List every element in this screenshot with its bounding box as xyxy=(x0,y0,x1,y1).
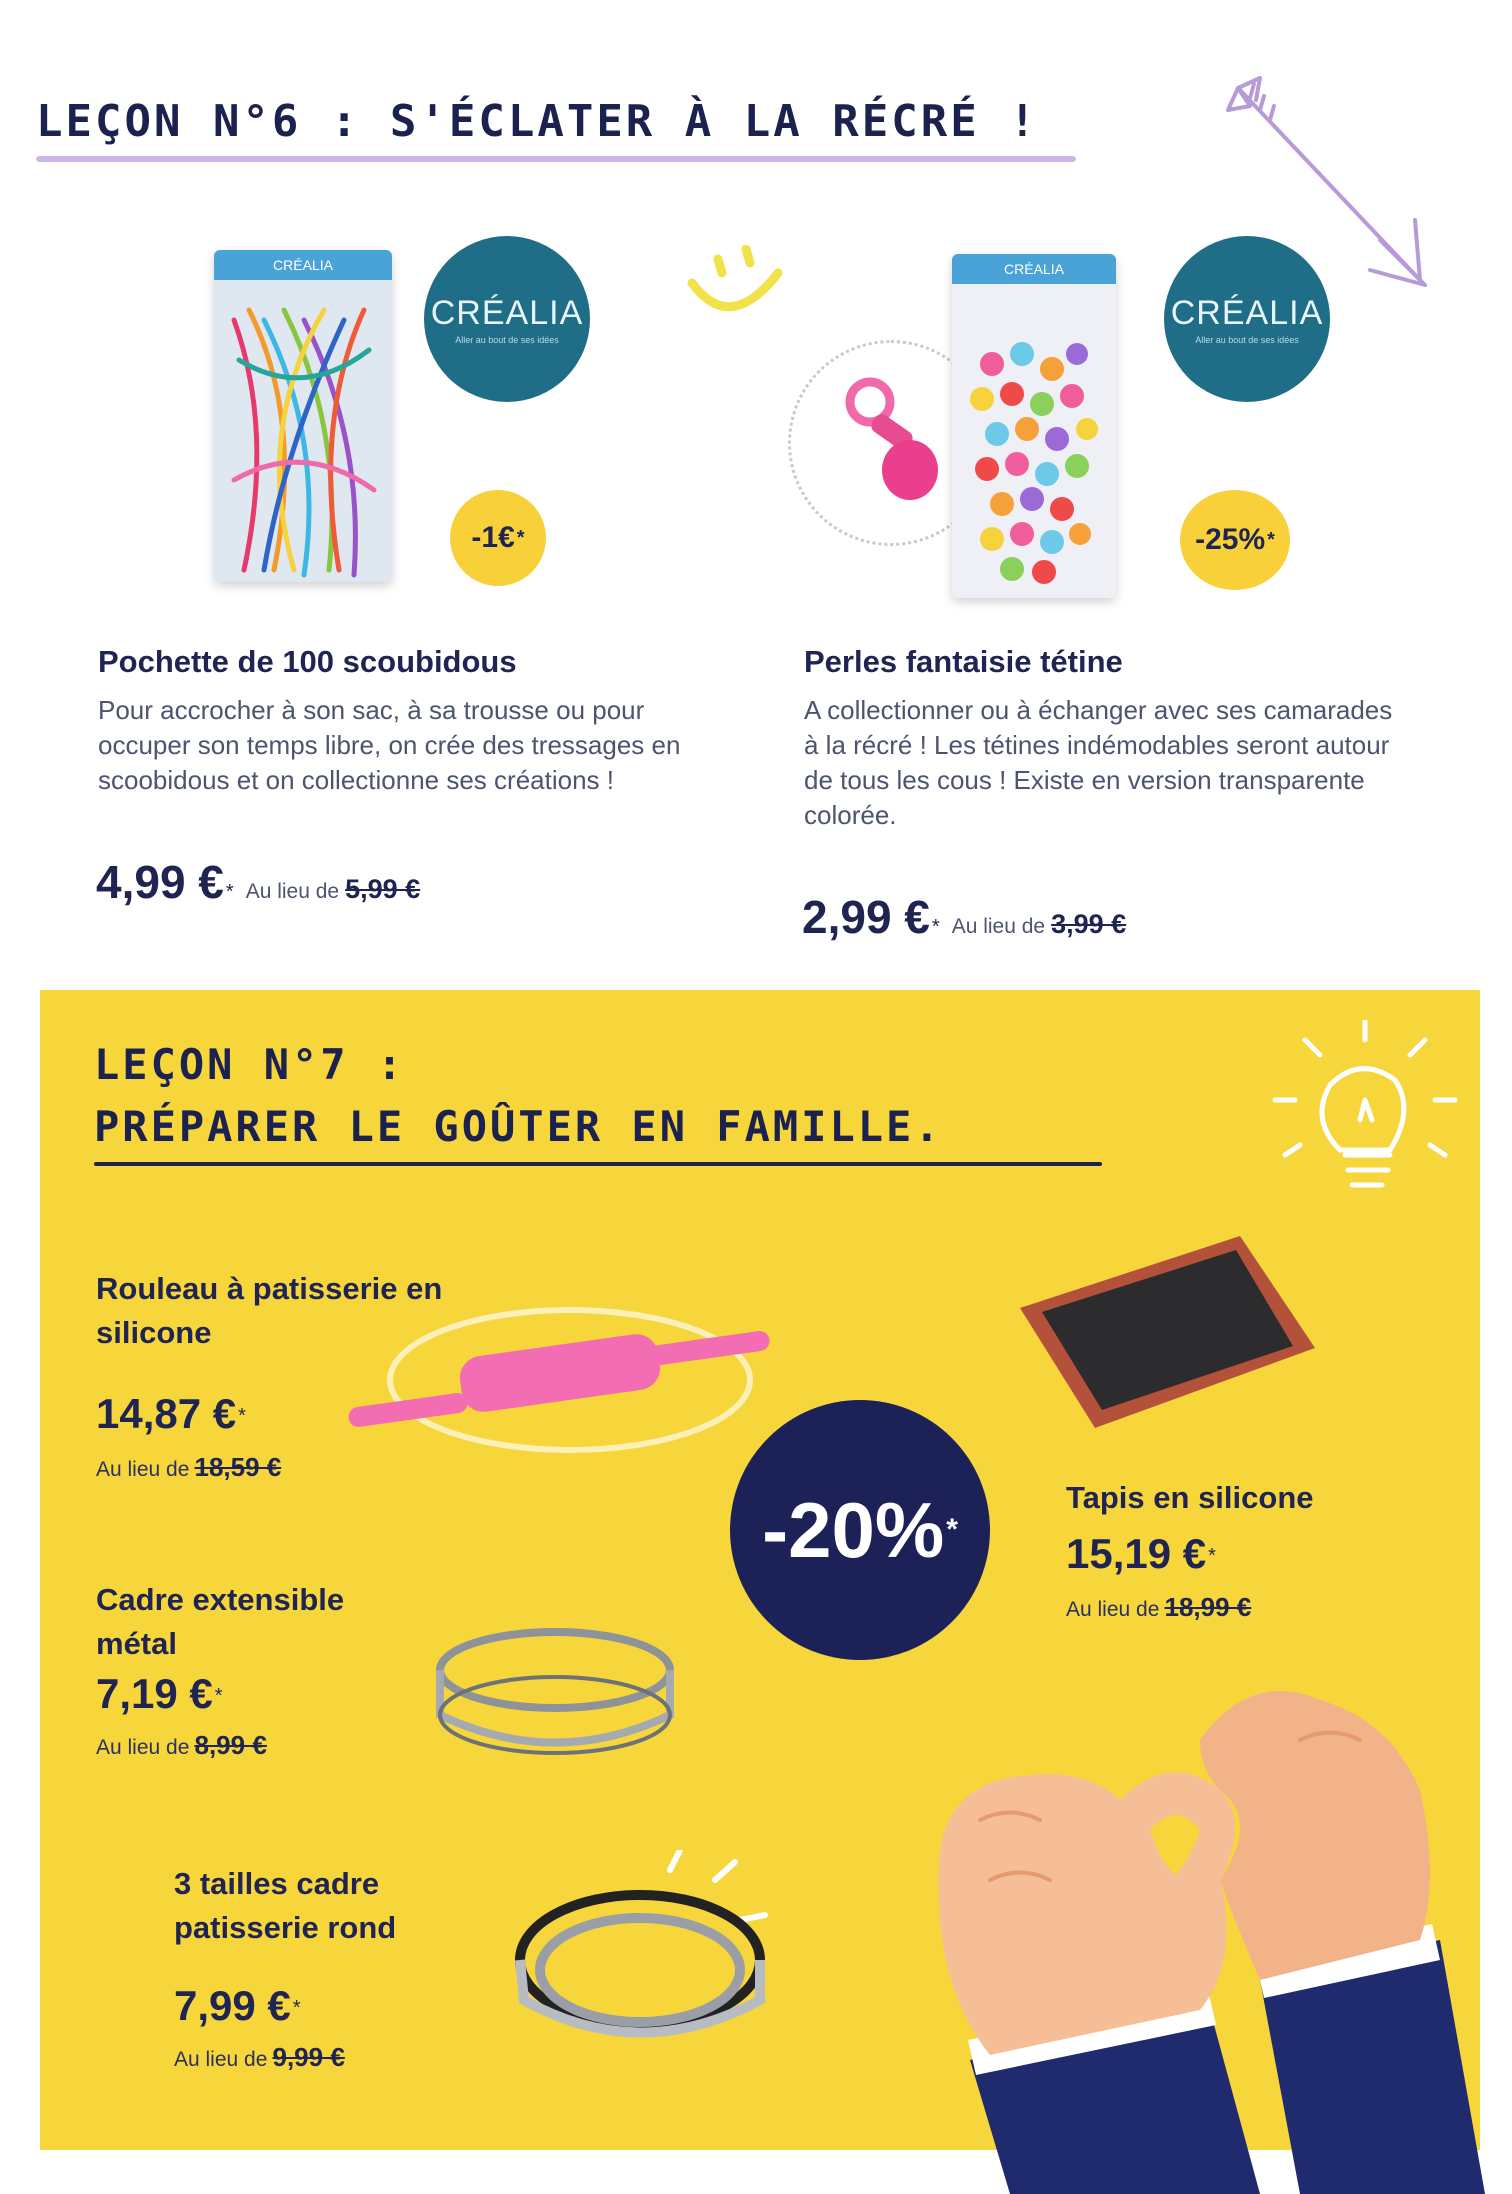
lesson7-title-underline xyxy=(94,1162,1102,1166)
old-price: 5,99 € xyxy=(345,874,421,904)
product-title: Tapis en silicone xyxy=(1066,1480,1314,1515)
old-price-block xyxy=(96,1730,267,1761)
brand-tagline: Aller au bout de ses idées xyxy=(455,334,559,345)
price: 2,99 € xyxy=(802,891,930,943)
smiley-doodle-icon xyxy=(680,245,790,335)
old-price-block xyxy=(1066,1592,1251,1623)
instead-of-label: Au lieu de xyxy=(174,2048,268,2071)
product-title: Cadre extensible métal xyxy=(96,1582,345,1661)
old-price: 9,99 € xyxy=(272,2042,345,2072)
instead-of-label: Au lieu de xyxy=(245,880,340,903)
scoubidou-strands-illustration xyxy=(214,280,392,582)
brand-logo-crealia xyxy=(424,236,590,402)
price: 7,99 € xyxy=(174,1982,291,2029)
price: 4,99 € xyxy=(96,856,224,908)
discount-badge: -25% * xyxy=(1180,490,1290,590)
price-asterisk: * xyxy=(292,1996,301,2019)
instead-of-label: Au lieu de xyxy=(96,1736,190,1759)
lesson6-title: LEÇON N°6 : S'ÉCLATER À LA RÉCRÉ ! xyxy=(36,96,1039,147)
price: 14,87 € xyxy=(96,1390,237,1437)
product-title: Perles fantaisie tétine xyxy=(804,644,1123,679)
old-price: 8,99 € xyxy=(194,1730,267,1760)
discount-value: -1€ xyxy=(471,521,515,554)
old-price: 3,99 € xyxy=(1051,909,1127,939)
product-title: Pochette de 100 scoubidous xyxy=(98,644,517,679)
brand-name: CRÉALIA xyxy=(430,293,584,332)
pack-label: CRÉALIA xyxy=(214,250,392,280)
product-image-scoubidous xyxy=(214,250,392,582)
pack-label: CRÉALIA xyxy=(952,254,1116,284)
brand-name: CRÉALIA xyxy=(1170,293,1324,332)
discount-asterisk: * xyxy=(946,1513,958,1546)
silicone-mat-illustration xyxy=(1010,1228,1320,1448)
lesson6-title-underline xyxy=(36,156,1076,162)
price-block xyxy=(96,1390,246,1438)
product-description: Pour accrocher à son sac, à sa trousse ou pour occuper son temps libre, on crée des tressages en scoobidous et on collectionne ses créations ! xyxy=(98,695,681,795)
old-price-block xyxy=(174,2042,345,2073)
price-row xyxy=(96,855,420,909)
discount-value: -20% xyxy=(762,1485,945,1574)
product-title: Rouleau à patisserie en silicone xyxy=(96,1271,443,1350)
instead-of-label: Au lieu de xyxy=(96,1458,190,1481)
lesson7-title-line2: PRÉPARER LE GOÛTER EN FAMILLE. xyxy=(94,1102,943,1151)
lesson7-title-line1: LEÇON N°7 : xyxy=(94,1040,406,1089)
price-asterisk: * xyxy=(931,916,940,938)
price-asterisk: * xyxy=(214,1684,223,1707)
instead-of-label: Au lieu de xyxy=(1066,1598,1160,1621)
old-price-block xyxy=(96,1452,281,1483)
lightbulb-doodle-icon xyxy=(1270,1020,1460,1240)
rolling-pin-illustration xyxy=(340,1300,780,1480)
price-block xyxy=(96,1670,223,1718)
brand-logo-crealia xyxy=(1164,236,1330,402)
round-rings-illustration xyxy=(510,1850,800,2070)
product-image-perles xyxy=(952,254,1116,598)
price: 7,19 € xyxy=(96,1670,213,1717)
discount-value: -25% xyxy=(1195,523,1266,556)
price: 15,19 € xyxy=(1066,1530,1207,1577)
brand-tagline: Aller au bout de ses idées xyxy=(1195,334,1299,345)
price-row xyxy=(802,890,1126,944)
instead-of-label: Au lieu de xyxy=(951,915,1046,938)
global-discount-badge xyxy=(730,1400,990,1660)
price-asterisk: * xyxy=(238,1404,246,1427)
heart-hands-illustration xyxy=(920,1680,1490,2194)
price-asterisk: * xyxy=(1208,1544,1216,1567)
pacifier-illustration xyxy=(830,370,950,510)
old-price: 18,99 € xyxy=(1164,1592,1252,1622)
beads-illustration xyxy=(952,284,1116,598)
product-description: A collectionner ou à échanger avec ses camarades à la récré ! Les tétines indémodables seront autour de tous les cous ! Existe en version transparente colorée. xyxy=(804,695,1393,830)
price-asterisk: * xyxy=(225,881,234,903)
product-title: 3 tailles cadre patisserie rond xyxy=(174,1866,397,1945)
price-block xyxy=(1066,1530,1216,1578)
metal-frame-illustration xyxy=(430,1620,680,1760)
discount-badge: -1€ * xyxy=(450,490,546,586)
old-price: 18,59 € xyxy=(194,1452,282,1482)
price-block xyxy=(174,1982,301,2030)
